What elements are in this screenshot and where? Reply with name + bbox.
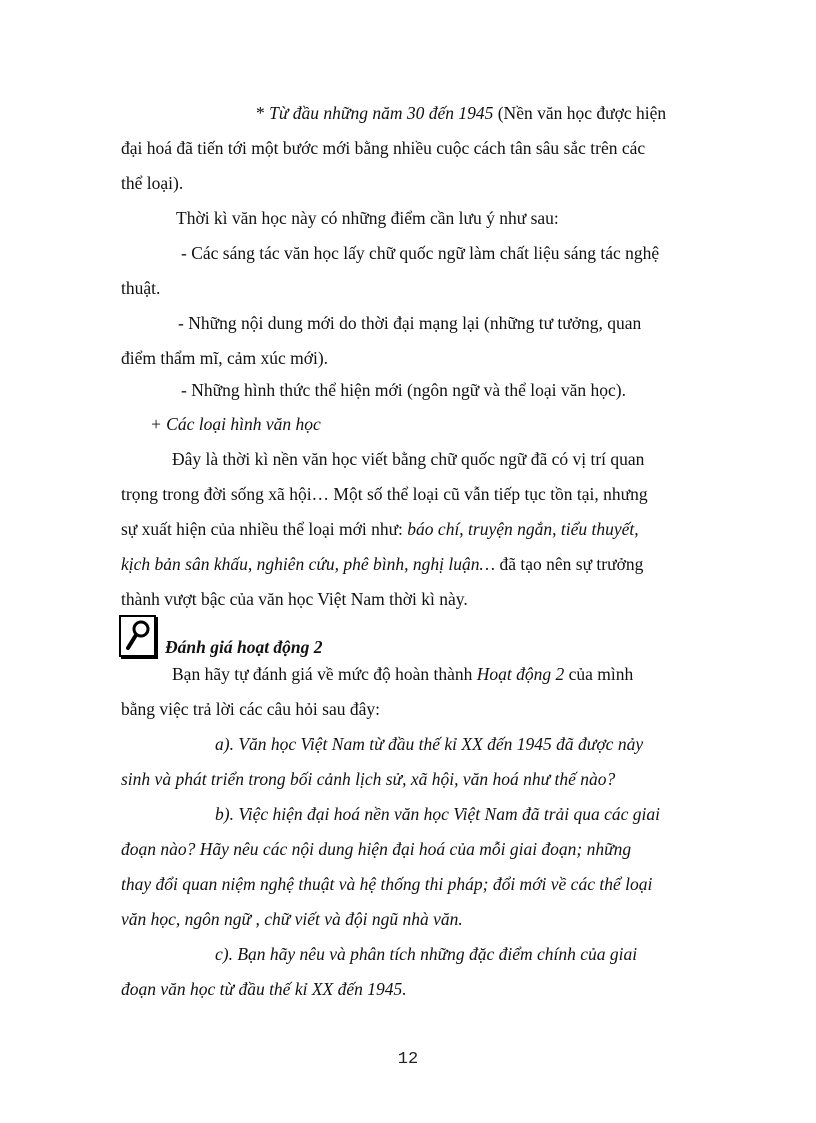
period-heading-rest: (Nền văn học được hiện	[493, 103, 667, 123]
genres-list-italic-cont: kịch bản sân khấu, nghiên cứu, phê bình, nghị luận…	[121, 554, 496, 574]
assessment-title: Đánh giá hoạt động 2	[165, 637, 323, 657]
genres-para-line3	[121, 517, 639, 541]
genres-heading: + Các loại hình văn học	[150, 414, 321, 434]
point3: - Những hình thức thể hiện mới (ngôn ngữ và thể loại văn học).	[181, 380, 626, 400]
period-heading-line3: thể loại).	[121, 173, 184, 193]
question-b-line3: thay đổi quan niệm nghệ thuật và hệ thống thi pháp; đổi mới về các thể loại	[121, 874, 653, 894]
genres-para-line3-plain: sự xuất hiện của nhiều thể loại mới như:	[121, 519, 408, 539]
activity-name-italic: Hoạt động 2	[476, 664, 565, 684]
genres-para-line4-plain: đã tạo nên sự trưởng	[495, 554, 644, 574]
question-b-line1: b). Việc hiện đại hoá nền văn học Việt Nam đã trải qua các giai	[215, 804, 661, 824]
assessment-intro-rest: của mình	[564, 664, 634, 684]
genres-para-line1: Đây là thời kì nền văn học viết bằng chữ quốc ngữ đã có vị trí quan	[172, 449, 645, 469]
page-number: 12	[397, 1050, 419, 1069]
genres-para-line4	[121, 552, 643, 576]
assessment-intro-plain: Bạn hãy tự đánh giá về mức độ hoàn thành	[172, 664, 477, 684]
genres-para-line2: trọng trong đời sống xã hội… Một số thể loại cũ vẫn tiếp tục tồn tại, nhưng	[121, 484, 648, 504]
period-heading-italic: Từ đầu những năm 30 đến 1945	[269, 103, 494, 123]
period-intro: Thời kì văn học này có những điểm cần lưu ý như sau:	[176, 208, 559, 228]
point1-line2: thuật.	[121, 278, 161, 298]
period-heading-line2: đại hoá đã tiến tới một bước mới bằng nhiều cuộc cách tân sâu sắc trên các	[121, 138, 646, 158]
assessment-intro-line1	[172, 662, 633, 686]
magnifier-icon	[119, 615, 156, 657]
question-c-line1: c). Bạn hãy nêu và phân tích những đặc điểm chính của giai	[215, 944, 638, 964]
genres-para-line5: thành vượt bậc của văn học Việt Nam thời kì này.	[121, 589, 468, 609]
point1-line1: - Các sáng tác văn học lấy chữ quốc ngữ làm chất liệu sáng tác nghệ	[181, 243, 660, 263]
period-heading-line1	[256, 101, 666, 125]
assessment-intro-line2: bằng việc trả lời các câu hỏi sau đây:	[121, 699, 381, 719]
question-b-line2: đoạn nào? Hãy nêu các nội dung hiện đại hoá của mỗi giai đoạn; những	[121, 839, 632, 859]
point2-line2: điểm thẩm mĩ, cảm xúc mới).	[121, 348, 329, 368]
question-b-line4: văn học, ngôn ngữ , chữ viết và đội ngũ nhà văn.	[121, 909, 463, 929]
genres-list-italic: báo chí, truyện ngắn, tiểu thuyết,	[407, 519, 639, 539]
point2-line1: - Những nội dung mới do thời đại mạng lại (những tư tưởng, quan	[178, 313, 642, 333]
question-a-line2: sinh và phát triển trong bối cảnh lịch sử, xã hội, văn hoá như thế nào?	[121, 769, 616, 789]
question-a-line1: a). Văn học Việt Nam từ đầu thế kỉ XX đến 1945 đã được nảy	[215, 734, 644, 754]
question-c-line2: đoạn văn học từ đầu thế kỉ XX đến 1945.	[121, 979, 407, 999]
bullet-star: *	[256, 103, 270, 123]
